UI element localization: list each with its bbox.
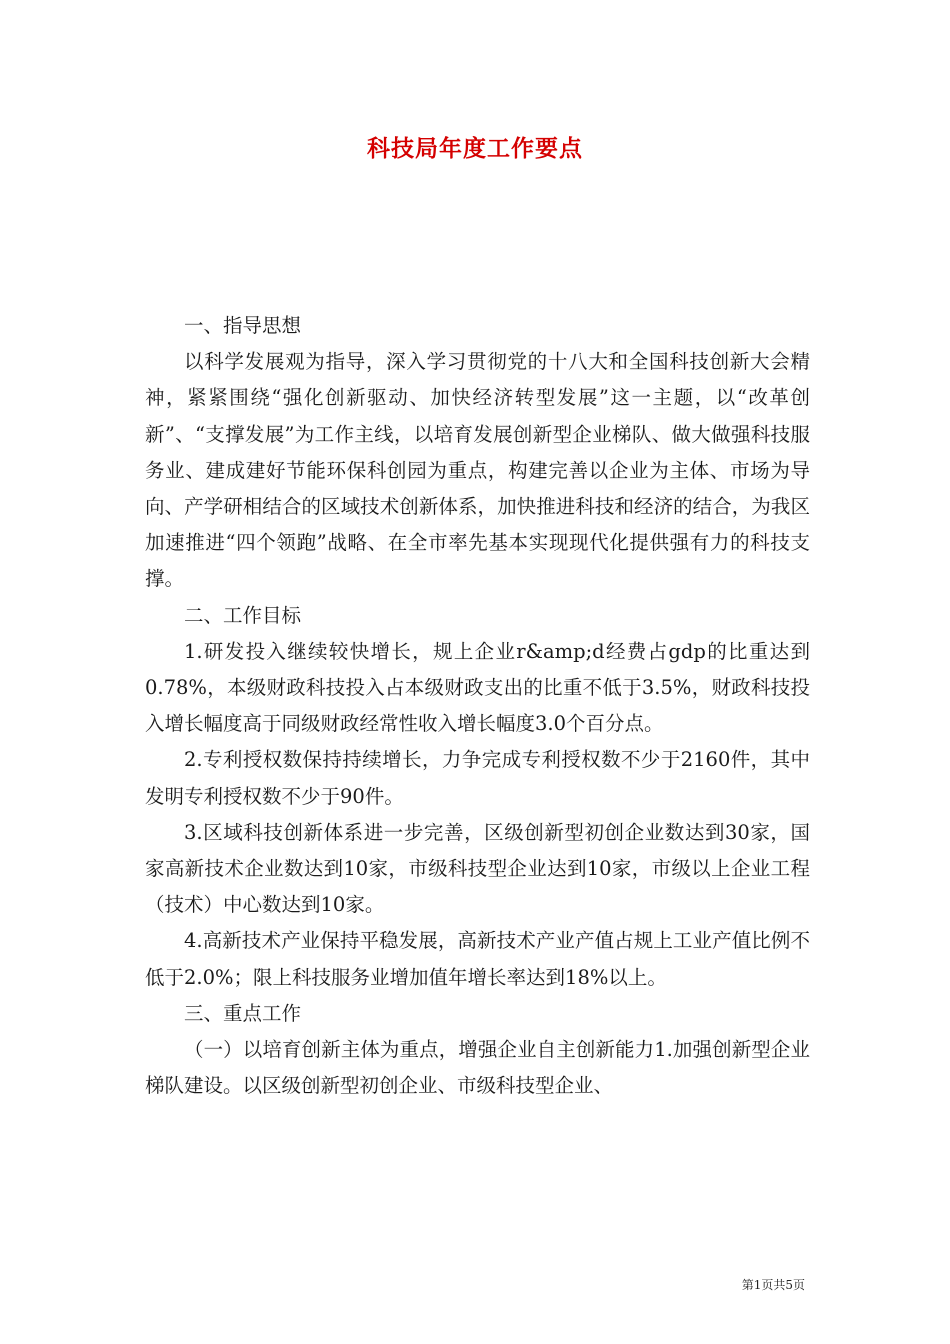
body-paragraph: 4.高新技术产业保持平稳发展，高新技术产业产值占规上工业产值比例不低于2.0%；限上科技服务业增加值年增长率达到18%以上。 <box>145 929 810 989</box>
body-paragraph: 3.区域科技创新体系进一步完善，区级创新型初创企业数达到30家，国家高新技术企业数达到10家，市级科技型企业达到10家，市级以上企业工程（技术）中心数达到10家。 <box>145 820 810 917</box>
body-paragraph: 2.专利授权数保持持续增长，力争完成专利授权数不少于2160件，其中发明专利授权数不少于90件。 <box>145 748 810 808</box>
document-title: 科技局年度工作要点 <box>367 135 583 162</box>
document-body <box>145 308 810 1104</box>
page-number: 第1页共5页 <box>741 1278 805 1292</box>
body-paragraph: （一）以培育创新主体为重点，增强企业自主创新能力1.加强创新型企业梯队建设。以区级创新型初创企业、市级科技型企业、 <box>145 1038 810 1098</box>
section-heading: 二、工作目标 <box>184 603 302 627</box>
section-heading: 一、指导思想 <box>184 314 302 337</box>
section-heading: 三、重点工作 <box>184 1001 302 1025</box>
body-paragraph: 以科学发展观为指导，深入学习贯彻党的十八大和全国科技创新大会精神，紧紧围绕“强化创新驱动、加快经济转型发展”这一主题，以“改革创新”、“支撑发展”为工作主线，以培育发展创新型企业梯队、做大做强科技服务业、建成建好节能环保科创园为重点，构建完善以企业为主体、市场为导向、产学研相结合的区域技术创新体系，加快推进科技和经济的结合，为我区加速推进“四个领跑”战略、在全市率先基本实现现代化提供强有力的科技支撑。 <box>145 350 810 591</box>
body-paragraph: 1.研发投入继续较快增长，规上企业r&amp;d经费占gdp的比重达到0.78%，本级财政科技投入占本级财政支出的比重不低于3.5%，财政科技投入增长幅度高于同级财政经常性收入增长幅度3.0个百分点。 <box>145 639 810 736</box>
